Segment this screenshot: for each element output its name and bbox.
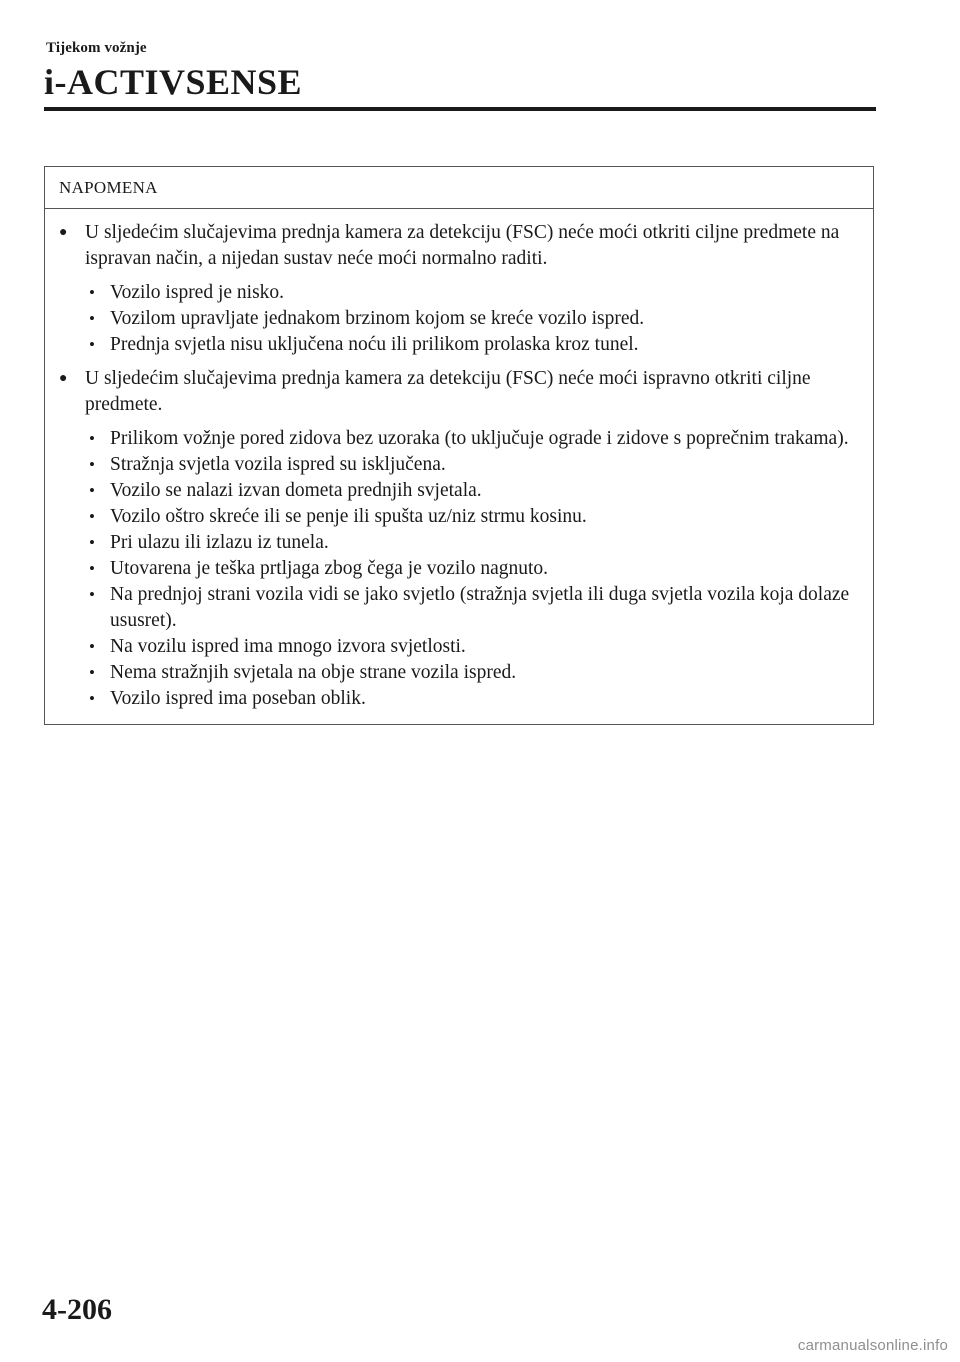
sub-item-text: Pri ulazu ili izlazu iz tunela. (110, 532, 329, 553)
sub-item-text: Vozilo se nalazi izvan dometa prednjih svjetala. (110, 480, 482, 501)
note-box (44, 166, 874, 725)
sub-item-text: Na vozilu ispred ima mnogo izvora svjetlosti. (110, 636, 466, 657)
note-item-text: U sljedećim slučajevima prednja kamera za detekciju (FSC) neće moći otkriti ciljne predmete na ispravan način, a nijedan sustav neće moći normalno raditi. (85, 222, 840, 269)
sub-item (85, 332, 859, 358)
bullet-icon: • (89, 507, 95, 526)
sub-item (85, 478, 859, 504)
bullet-icon: • (89, 559, 95, 578)
sub-item-text: Utovarena je teška prtljaga zbog čega je vozilo nagnuto. (110, 558, 549, 579)
sub-item (85, 634, 859, 660)
section-label: Tijekom vožnje (46, 40, 147, 56)
sub-item (85, 660, 859, 686)
note-item (59, 366, 859, 712)
sub-item (85, 280, 859, 306)
bullet-icon: • (89, 335, 95, 354)
sub-item (85, 686, 859, 712)
bullet-icon: • (89, 309, 95, 328)
sub-item-text: Nema stražnjih svjetala na obje strane vozila ispred. (110, 662, 517, 683)
sub-item (85, 452, 859, 478)
sub-item (85, 504, 859, 530)
bullet-icon: • (89, 585, 95, 604)
bullet-icon: • (89, 663, 95, 682)
sub-item-text: Vozilo ispred ima poseban oblik. (110, 688, 366, 709)
bullet-icon: • (89, 455, 95, 474)
bullet-icon: • (89, 429, 95, 448)
sub-item-text: Vozilo oštro skreće ili se penje ili spušta uz/niz strmu kosinu. (110, 506, 587, 527)
page-number: 4-206 (42, 1293, 112, 1326)
round-bullet-icon: ● (59, 371, 68, 386)
sub-item (85, 426, 859, 452)
sub-item (85, 530, 859, 556)
bullet-icon: • (89, 533, 95, 552)
sub-list (85, 280, 859, 358)
sub-item-text: Stražnja svjetla vozila ispred su isključena. (110, 454, 446, 475)
sub-item-text: Prednja svjetla nisu uključena noću ili prilikom prolaska kroz tunel. (110, 334, 639, 355)
bullet-icon: • (89, 481, 95, 500)
note-item (59, 220, 859, 358)
sub-item-text: Prilikom vožnje pored zidova bez uzoraka (to uključuje ograde i zidove s poprečnim trakama). (110, 428, 849, 449)
sub-item-text: Vozilo ispred je nisko. (110, 282, 285, 303)
sub-list (85, 426, 859, 712)
sub-item (85, 556, 859, 582)
chapter-title: i-ACTIVSENSE (44, 62, 303, 102)
bullet-icon: • (89, 689, 95, 708)
bullet-icon: • (89, 637, 95, 656)
bullet-icon: • (89, 283, 95, 302)
sub-item (85, 582, 859, 634)
title-rule (44, 107, 876, 111)
note-heading: NAPOMENA (45, 167, 873, 209)
sub-item-text: Na prednjoj strani vozila vidi se jako svjetlo (stražnja svjetla ili duga svjetla vozila koja dolaze ususret). (110, 584, 850, 631)
round-bullet-icon: ● (59, 225, 68, 240)
sub-item (85, 306, 859, 332)
note-item-text: U sljedećim slučajevima prednja kamera za detekciju (FSC) neće moći ispravno otkriti ciljne predmete. (85, 368, 811, 415)
sub-item-text: Vozilom upravljate jednakom brzinom kojom se kreće vozilo ispred. (110, 308, 645, 329)
watermark: carmanualsonline.info (797, 1337, 948, 1354)
note-body (45, 209, 873, 724)
